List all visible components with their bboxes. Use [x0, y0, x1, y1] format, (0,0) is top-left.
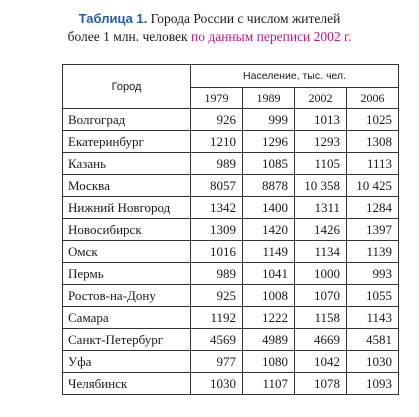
population-cell: 1080 — [243, 351, 295, 373]
population-cell: 1107 — [243, 373, 295, 395]
city-name-cell: Нижний Новгород — [63, 197, 191, 219]
population-cell: 1016 — [191, 241, 243, 263]
caption-label: Таблица 1. — [78, 11, 148, 26]
population-cell: 1105 — [295, 153, 347, 175]
city-name-cell: Волгоград — [63, 109, 191, 131]
table-row — [63, 263, 399, 285]
population-cell: 1397 — [347, 219, 399, 241]
population-cell: 989 — [191, 153, 243, 175]
population-cell: 1134 — [295, 241, 347, 263]
population-cell: 1284 — [347, 197, 399, 219]
population-cell: 989 — [191, 263, 243, 285]
table-caption — [0, 10, 419, 46]
city-name-cell: Ростов-на-Дону — [63, 285, 191, 307]
table-row — [63, 241, 399, 263]
population-cell: 1210 — [191, 131, 243, 153]
population-cell: 1158 — [295, 307, 347, 329]
population-cell: 1041 — [243, 263, 295, 285]
table-row — [63, 197, 399, 219]
table-row — [63, 373, 399, 395]
table-row — [63, 153, 399, 175]
population-cell: 999 — [243, 109, 295, 131]
population-cell: 10 425 — [347, 175, 399, 197]
population-cell: 926 — [191, 109, 243, 131]
header-row-1 — [63, 65, 399, 88]
population-cell: 1030 — [191, 373, 243, 395]
population-cell: 1342 — [191, 197, 243, 219]
city-name-cell: Казань — [63, 153, 191, 175]
city-name-cell: Москва — [63, 175, 191, 197]
population-cell: 4581 — [347, 329, 399, 351]
caption-line-2 — [0, 28, 419, 46]
population-cell: 1008 — [243, 285, 295, 307]
population-table — [62, 64, 399, 395]
year-header: 2006 — [347, 88, 399, 109]
table-row — [63, 109, 399, 131]
caption-text-1: Города России с числом жителей — [150, 11, 341, 26]
population-cell: 1139 — [347, 241, 399, 263]
population-cell: 1296 — [243, 131, 295, 153]
caption-highlight: по данным переписи 2002 г. — [190, 29, 352, 44]
table-row — [63, 285, 399, 307]
caption-text-2: более 1 млн. человек — [67, 29, 188, 44]
population-cell: 1055 — [347, 285, 399, 307]
population-cell: 1093 — [347, 373, 399, 395]
city-name-cell: Омск — [63, 241, 191, 263]
population-cell: 1149 — [243, 241, 295, 263]
year-header: 1989 — [243, 88, 295, 109]
city-name-cell: Екатеринбург — [63, 131, 191, 153]
table-row — [63, 329, 399, 351]
population-cell: 4569 — [191, 329, 243, 351]
population-cell: 1400 — [243, 197, 295, 219]
population-cell: 1025 — [347, 109, 399, 131]
year-header: 1979 — [191, 88, 243, 109]
population-cell: 1070 — [295, 285, 347, 307]
population-cell: 4989 — [243, 329, 295, 351]
population-cell: 977 — [191, 351, 243, 373]
population-cell: 1030 — [347, 351, 399, 373]
population-cell: 1000 — [295, 263, 347, 285]
population-cell: 1309 — [191, 219, 243, 241]
population-cell: 1311 — [295, 197, 347, 219]
population-cell: 1042 — [295, 351, 347, 373]
population-column-header: Население, тыс. чел. — [191, 65, 399, 88]
population-cell: 993 — [347, 263, 399, 285]
table-row — [63, 219, 399, 241]
city-name-cell: Уфа — [63, 351, 191, 373]
population-cell: 4669 — [295, 329, 347, 351]
population-cell: 1308 — [347, 131, 399, 153]
population-cell: 1192 — [191, 307, 243, 329]
year-header: 2002 — [295, 88, 347, 109]
population-cell: 1013 — [295, 109, 347, 131]
table-row — [63, 307, 399, 329]
caption-line-1 — [0, 10, 419, 28]
city-name-cell: Челябинск — [63, 373, 191, 395]
population-cell: 925 — [191, 285, 243, 307]
population-cell: 8057 — [191, 175, 243, 197]
table-row — [63, 131, 399, 153]
population-cell: 1078 — [295, 373, 347, 395]
population-cell: 1143 — [347, 307, 399, 329]
population-cell: 1085 — [243, 153, 295, 175]
population-cell: 1222 — [243, 307, 295, 329]
table-row — [63, 351, 399, 373]
city-column-header: Город — [63, 65, 191, 109]
population-cell: 1426 — [295, 219, 347, 241]
city-name-cell: Самара — [63, 307, 191, 329]
table-body — [63, 109, 399, 395]
population-cell: 8878 — [243, 175, 295, 197]
city-name-cell: Санкт-Петербург — [63, 329, 191, 351]
table-row — [63, 175, 399, 197]
population-cell: 1293 — [295, 131, 347, 153]
population-cell: 1420 — [243, 219, 295, 241]
population-cell: 10 358 — [295, 175, 347, 197]
city-name-cell: Пермь — [63, 263, 191, 285]
city-name-cell: Новосибирск — [63, 219, 191, 241]
population-cell: 1113 — [347, 153, 399, 175]
